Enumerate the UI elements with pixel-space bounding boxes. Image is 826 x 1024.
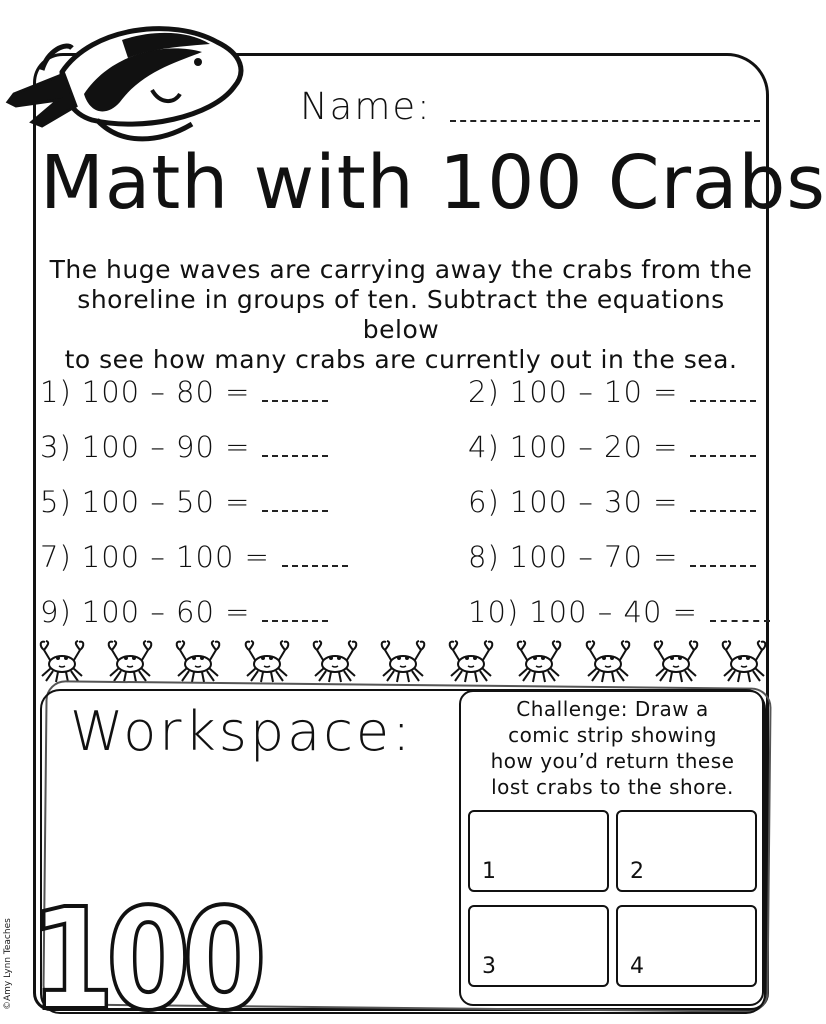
answer-blank[interactable] (690, 563, 756, 567)
crab-border (36, 636, 770, 688)
problem-equation: 100 – 90 = (81, 429, 251, 464)
problem-equation: 100 – 100 = (81, 539, 270, 574)
crab-icon (445, 636, 497, 686)
problem-number: 4) (468, 429, 500, 464)
crab-icon (309, 636, 361, 686)
instruction-line: shoreline in groups of ten. Subtract the equations below (77, 285, 725, 344)
instruction-line: to see how many crabs are currently out in the sea. (64, 345, 738, 374)
challenge-text (470, 696, 755, 800)
comic-panel-1[interactable] (468, 810, 609, 892)
problem-number: 6) (468, 484, 500, 519)
challenge-line: how you’d return these (490, 749, 735, 773)
problem-number: 9) (40, 594, 72, 629)
crab-icon (36, 636, 88, 686)
workspace-label: Workspace: (70, 700, 414, 763)
instruction-line: The huge waves are carrying away the crabs from the (49, 255, 753, 284)
crab-icon (104, 636, 156, 686)
problem-2 (468, 364, 770, 419)
problem-equation: 100 – 10 = (509, 374, 679, 409)
problem-4 (468, 419, 770, 474)
answer-blank[interactable] (282, 563, 348, 567)
problem-number: 3) (40, 429, 72, 464)
answer-blank[interactable] (262, 453, 328, 457)
big-number: 100 (30, 879, 262, 1024)
answer-blank[interactable] (710, 618, 770, 622)
problem-3 (40, 419, 468, 474)
comic-panel-3[interactable] (468, 905, 609, 987)
instructions (36, 255, 766, 375)
panel-number: 2 (630, 859, 644, 884)
problem-5 (40, 474, 468, 529)
problem-equation: 100 – 50 = (81, 484, 251, 519)
comic-panel-2[interactable] (616, 810, 757, 892)
problem-number: 5) (40, 484, 72, 519)
crab-icon (718, 636, 770, 686)
problem-grid (40, 364, 770, 634)
crab-icon (513, 636, 565, 686)
answer-blank[interactable] (262, 508, 328, 512)
problem-equation: 100 – 30 = (509, 484, 679, 519)
problem-10 (468, 584, 770, 639)
problem-number: 1) (40, 374, 72, 409)
challenge-line: comic strip showing (508, 723, 717, 747)
answer-blank[interactable] (690, 398, 756, 402)
answer-blank[interactable] (690, 453, 756, 457)
crab-icon (241, 636, 293, 686)
comic-panel-4[interactable] (616, 905, 757, 987)
name-label: Name: (300, 85, 432, 128)
crab-icon (377, 636, 429, 686)
problem-6 (468, 474, 770, 529)
problem-equation: 100 – 70 = (509, 539, 679, 574)
challenge-line: Challenge: Draw a (516, 697, 709, 721)
panel-number: 4 (630, 954, 644, 979)
problem-7 (40, 529, 468, 584)
problem-equation: 100 – 60 = (81, 594, 251, 629)
crab-icon (650, 636, 702, 686)
problem-9 (40, 584, 468, 639)
name-row (300, 78, 760, 128)
problem-number: 2) (468, 374, 500, 409)
problem-number: 7) (40, 539, 72, 574)
fish-icon (2, 2, 252, 152)
answer-blank[interactable] (690, 508, 756, 512)
problem-equation: 100 – 40 = (529, 594, 698, 629)
panel-number: 3 (482, 954, 496, 979)
name-field[interactable] (450, 118, 760, 122)
crab-icon (172, 636, 224, 686)
problem-number: 8) (468, 539, 500, 574)
answer-blank[interactable] (262, 398, 328, 402)
challenge-line: lost crabs to the shore. (491, 775, 734, 799)
problem-8 (468, 529, 770, 584)
problem-equation: 100 – 80 = (81, 374, 251, 409)
panel-number: 1 (482, 859, 496, 884)
problem-number: 10) (468, 594, 520, 629)
big-100-graphic (28, 879, 264, 1024)
copyright: ©Amy Lynn Teaches (3, 918, 13, 1010)
page-title: Math with 100 Crabs (40, 140, 826, 226)
crab-icon (582, 636, 634, 686)
problem-equation: 100 – 20 = (509, 429, 679, 464)
problem-1 (40, 364, 468, 419)
answer-blank[interactable] (262, 618, 328, 622)
